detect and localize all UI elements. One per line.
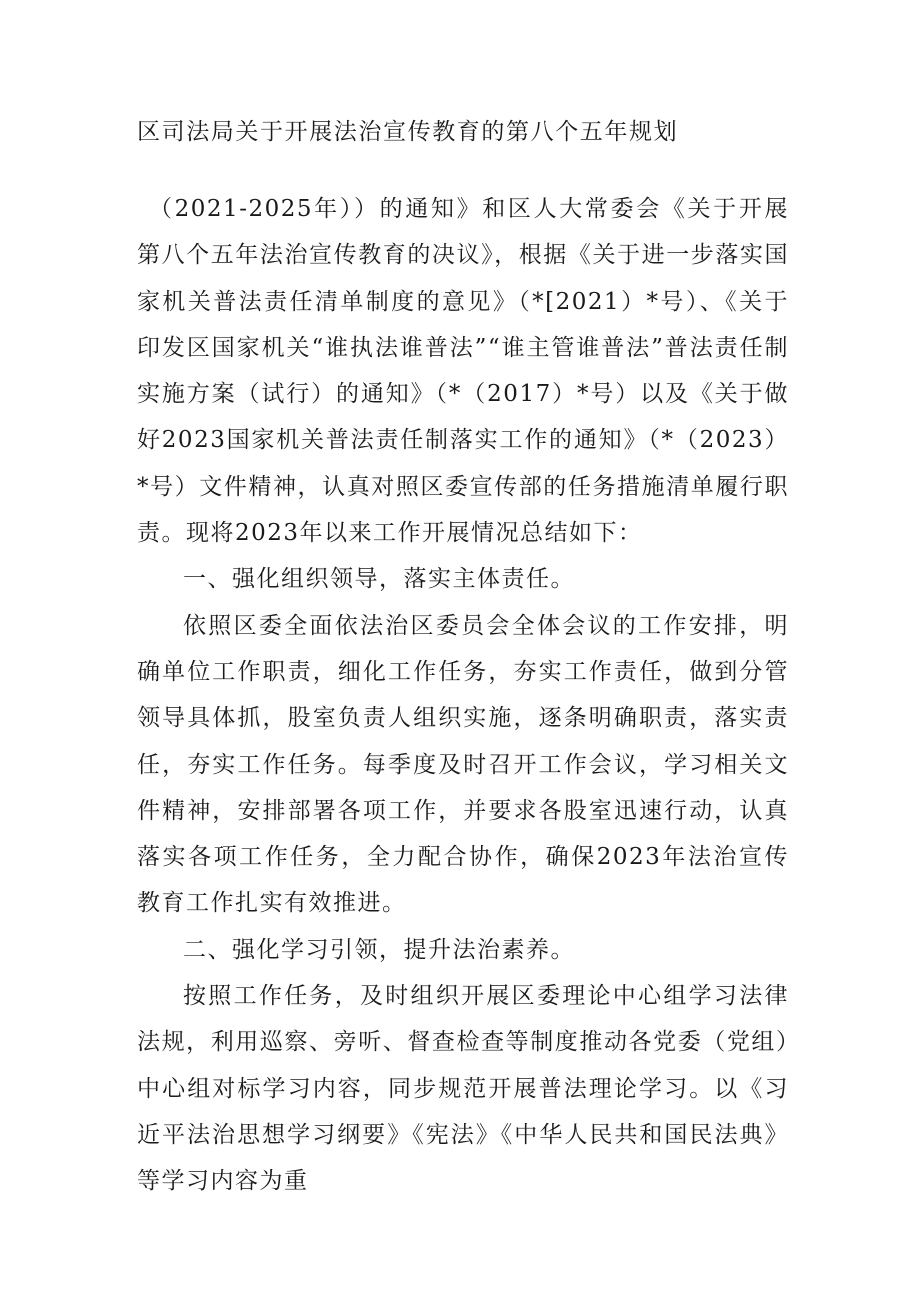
- paragraph-section-1: 依照区委全面依法治区委员会全体会议的工作安排，明确单位工作职责，细化工作任务，夯实工作责任，做到分管领导具体抓，股室负责人组织实施，逐条明确职责，落实责任，夯实工作任务。每季度及时召开工作会议，学习相关文件精神，安排部署各项工作，并要求各股室迅速行动，认真落实各项工作任务，全力配合协作，确保2023年法治宣传教育工作扎实有效推进。: [137, 612, 789, 917]
- paragraph-intro: （2021-2025年））的通知》和区人大常委会《关于开展第八个五年法治宣传教育的决议》，根据《关于进一步落实国家机关普法责任清单制度的意见》（*[2021）*号）、《关于印发区国家机关“谁执法谁普法”“谁主管谁普法”普法责任制实施方案（试行）的通知》（*（2017）*号）以及《关于做好2023国家机关普法责任制落实工作的通知》（*（2023）*号）文件精神，认真对照区委宣传部的任务措施清单履行职责。现将2023年以来工作开展情况总结如下：: [137, 196, 789, 547]
- section-heading-2: 二、强化学习引领，提升法治素养。: [183, 936, 575, 963]
- section-heading-1: 一、强化组织领导，落实主体责任。: [183, 566, 575, 593]
- paragraph-section-2: 按照工作任务，及时组织开展区委理论中心组学习法律法规，利用巡察、旁听、督查检查等制度推动各党委（党组）中心组对标学习内容，同步规范开展普法理论学习。以《习近平法治思想学习纲要》《宪法》《中华人民共和国民法典》等学习内容为重: [137, 983, 789, 1195]
- document-body: [137, 186, 789, 1205]
- document-title: 区司法局关于开展法治宣传教育的第八个五年规划: [137, 119, 679, 145]
